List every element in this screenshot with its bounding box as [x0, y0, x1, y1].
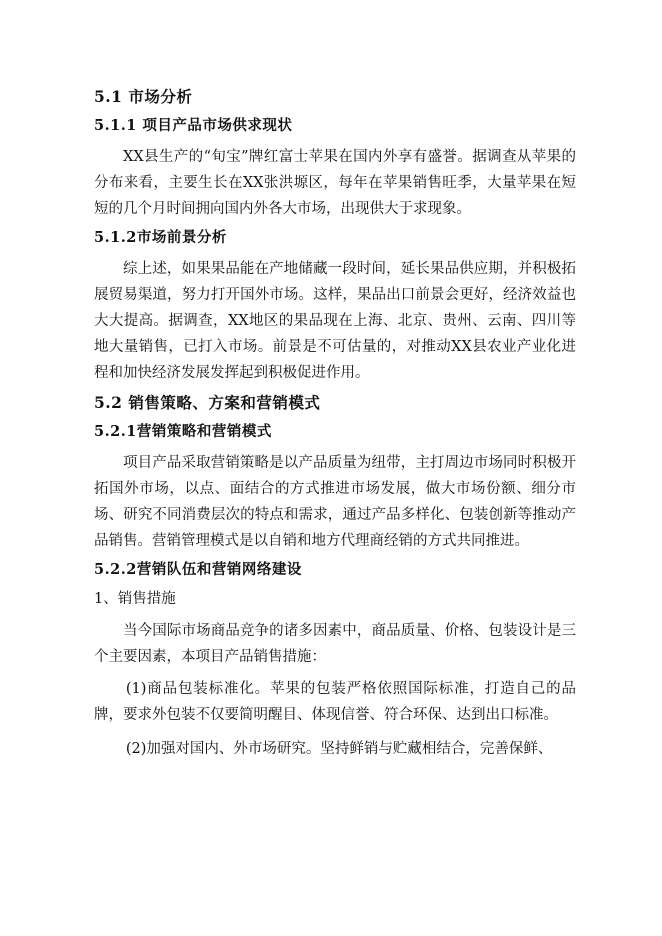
subsection-heading-5-1-1: 5.1.1 项目产品市场供求现状: [94, 117, 293, 134]
section-heading-5-2: 5.2 销售策略、方案和营销模式: [94, 393, 321, 412]
paragraph-supply-demand: XX县生产的“旬宝”牌红富士苹果在国内外享有盛誉。据调查从苹果的分布来看，主要生长在XX张洪塬区，每年在苹果销售旺季，大量苹果在短短的几个月时间拥向国内外各大市场，出现供大于求现象。: [94, 149, 576, 217]
list-label-sales-measures: 1、销售措施: [94, 591, 176, 607]
list-item-market-research: (2)加强对国内、外市场研究。坚持鲜销与贮藏相结合，完善保鲜、: [125, 741, 553, 757]
paragraph-sales-measures-intro: 当今国际市场商品竞争的诸多因素中，商品质量、价格、包装设计是三个主要因素，本项目产品销售措施：: [94, 623, 576, 665]
paragraph-marketing-strategy: 项目产品采取营销策略是以产品质量为纽带，主打周边市场同时积极开拓国外市场，以点、面结合的方式推进市场发展，做大市场份额、细分市场、研究不同消费层次的特点和需求，通过产品多样化、包装创新等推动产品销售。营销管理模式是以自销和地方代理商经销的方式共同推进。: [94, 455, 576, 549]
paragraph-market-outlook: 综上述，如果果品能在产地储藏一段时间，延长果品供应期，并积极拓展贸易渠道，努力打开国外市场。这样，果品出口前景会更好，经济效益也大大提高。据调查，XX地区的果品现在上海、北京、贵州、云南、四川等地大量销售，已打入市场。前景是不可估量的，对推动XX县农业产业化进程和加快经济发展发挥起到积极促进作用。: [94, 261, 576, 381]
document-body: [94, 86, 576, 770]
list-item-packaging: (1)商品包装标准化。苹果的包装严格依照国际标准，打造自己的品牌，要求外包装不仅要简明醒目、体现信誉、符合环保、达到出口标准。: [94, 681, 576, 723]
subsection-heading-5-2-1: 5.2.1营销策略和营销模式: [94, 423, 272, 440]
section-heading-5-1: 5.1 市场分析: [94, 87, 193, 106]
subsection-heading-5-2-2: 5.2.2营销队伍和营销网络建设: [94, 561, 302, 578]
subsection-heading-5-1-2: 5.1.2市场前景分析: [94, 229, 227, 246]
